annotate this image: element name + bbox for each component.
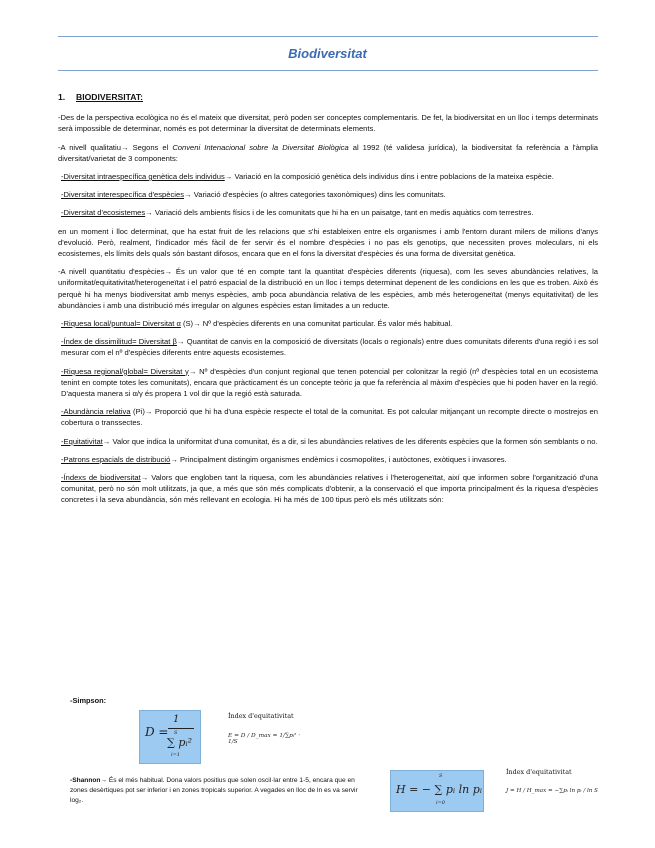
shannon-formula: H = − ∑ pᵢ ln pᵢ (396, 783, 482, 796)
simpson-sum-top: S (174, 730, 178, 736)
shannon-text (70, 776, 360, 806)
item-evenness (61, 436, 598, 447)
section-heading (58, 92, 598, 103)
simpson-evenness-formula: E = D / D_max = 1/∑pᵢ² · 1/S (228, 733, 301, 745)
definition: → Variació d'espècies (o altres categories taxonòmiques) dins les comunitats. (184, 190, 446, 200)
term: -Índexs de biodiversitat (61, 473, 141, 483)
document-body (58, 92, 598, 513)
text-run: al 1992 (té validesa jurídica), la biodiversitat fa referència a l'àmplia diversitat/varietat de 3 components: (58, 142, 599, 163)
paragraph-indicator: en un moment i lloc determinat, que ha estat fruit de les relacions que s'hi estableixen entre els organismes i amb l'entorn durant milers de milions d'anys d'evolució. Però, realment, l'indicador més fàcil de fer servir és el nombre d'espècies i no pas els genotips, que necessiten proves moleculars, ni els ecosistemes, els límits dels quals són bastant difosos, encara que en el fons la diversitat d'espècies és una forma de diversitat genètica. (58, 226, 598, 259)
fraction-bar (168, 728, 194, 729)
simpson-formula-box (139, 710, 201, 764)
paragraph-qualitative (58, 142, 598, 164)
item-diversity-indices (61, 472, 598, 506)
simpson-d: D = (145, 725, 169, 739)
text-run: -A nivell qualitatiu→ Segons el (58, 142, 173, 152)
shannon-formula-box (390, 770, 484, 812)
item-gamma (61, 366, 598, 400)
term: -Riquesa regional/global= Diversitat γ (61, 366, 189, 376)
paragraph-quantitative: -A nivell quantitatiu d'espècies→ És un valor que té en compte tant la quantitat d'espècies diferents (riquesa), com les seves abundàncies relatives, la uniformitat/equitativitat/heterogeneïtat i el patró espacial de la distribució en un lloc i temps determinat depenent de les condicions en les que es troben. Això és perquè hi ha menys biodiversitat amb menys espècies, amb poca abundància relativa de les espècies, amb més heterogeneïtat (menys equitativitat) de les abundàncies i amb una distribució més irregular on algunes espècies estan limitades a un reducte. (58, 267, 598, 310)
shannon-label: -Shannon (70, 777, 101, 784)
section-number: 1. (58, 92, 66, 102)
shannon-sum-bottom: i=0 (436, 800, 445, 806)
term: -Equitativitat (61, 436, 103, 446)
simpson-numerator: 1 (173, 714, 180, 725)
component-species (61, 189, 598, 200)
item-alpha (61, 318, 598, 329)
simpson-sum-bottom: i=1 (171, 752, 180, 758)
component-ecosystems (61, 207, 598, 218)
term: -Diversitat intraespecífica genètica dels individus (61, 172, 225, 182)
term: -Abundància relativa (61, 407, 131, 417)
definition: → Variació dels ambients físics i de les comunitats que hi ha en un paisatge, tant en medis aquàtics com terrestres. (145, 208, 534, 218)
definition: → Variació en la composició genètica dels individus dins i entre poblacions de la mateixa espècie. (224, 172, 554, 182)
definition: (Pi)→ Proporció que hi ha d'una espècie respecte el total de la comunitat. Es pot calcular mitjançant un recompte directe o mostrejos en cobertura o transsectes. (61, 407, 598, 428)
item-relative-abundance (61, 406, 598, 428)
shannon-evenness-title: Índex d'equitativitat (506, 768, 572, 776)
shannon-sum-top: S (439, 773, 443, 779)
term: -Índex de dissimilitud= Diversitat β (61, 337, 177, 347)
term: -Diversitat interespecífica d'espècies (61, 190, 185, 200)
definition: (S)→ Nº d'espècies diferents en una comunitat particular. És valor més habitual. (180, 319, 453, 329)
term: -Patrons espacials de distribució (61, 454, 171, 464)
item-beta (61, 336, 598, 358)
definition: → Quantitat de canvis en la composició de diversitats (locals o regionals) entre dues comunitats diferents d'una regió i es sol mesurar com el nº d'espècies diferents entre aquests ecosistemes. (61, 337, 599, 358)
simpson-label: -Simpson: (70, 696, 107, 705)
component-genetic (61, 171, 598, 182)
shannon-evenness-formula: J = H / H_max = −∑pᵢ ln pᵢ / ln S (506, 788, 598, 794)
arrow: → (100, 777, 109, 784)
term: -Diversitat d'ecosistemes (61, 208, 146, 218)
term: -Riquesa local/puntual= Diversitat α (61, 319, 181, 329)
shannon-description: És el més habitual. Dona valors positius que solen oscil·lar entre 1-5, encara que en zones desèrtiques pot ser inferior i en zones tropicals superior. A vegades en lloc de ln es va servir log₂. (70, 777, 358, 804)
section-title: BIODIVERSITAT: (76, 92, 143, 102)
item-spatial-patterns (61, 454, 598, 465)
top-rule (58, 36, 598, 37)
definition: → Valors que engloben tant la riquesa, com les abundàncies relatives i l'heterogeneïtat, així que informen sobre l'organització d'una comunitat, però no són molt utilitzats, ja que, a més que són més complicats d'obtenir, a la conservació el que importa principalment és la riquesa d'espècies concretes i la seva abundància, són més rellevant en ecologia. Hi ha més de 100 tipus però els més utilitzats són: (61, 473, 598, 505)
simpson-sum: ∑ pᵢ² (167, 736, 193, 749)
simpson-evenness-title: Índex d'equitativitat (228, 712, 294, 720)
title-rule (58, 70, 598, 71)
convention-name: Conveni Intenacional sobre la Diversitat Biològica (172, 142, 349, 152)
paragraph-intro: -Des de la perspectiva ecològica no és el mateix que diversitat, però poden ser conceptes complementaris. De fet, la biodiversitat en un lloc i temps determinats serà impossible de determinar, només es pot determinar la diversitat de determinats elements. (58, 113, 598, 134)
definition: → Nº d'espècies d'un conjunt regional que tenen potencial per colonitzar la regió (nº d'espècies total en un ecosistema tenint en compte totes les comunitats), encara que pràcticament és un concepte teòric ja que fa referència al màxim d'espècies que hi poden haver en la regió. D'aquesta manera si α/γ és propera 1 vol dir que la regió està saturada. (61, 366, 599, 399)
definition: → Principalment distingim organismes endèmics i cosmopolites, i autòctones, exòtiques i invasores. (170, 454, 507, 464)
page-title: Biodiversitat (288, 46, 367, 61)
definition: → Valor que indica la uniformitat d'una comunitat, és a dir, si les abundàncies relatives de les diferents espècies que la formen són semblants o no. (102, 436, 598, 446)
